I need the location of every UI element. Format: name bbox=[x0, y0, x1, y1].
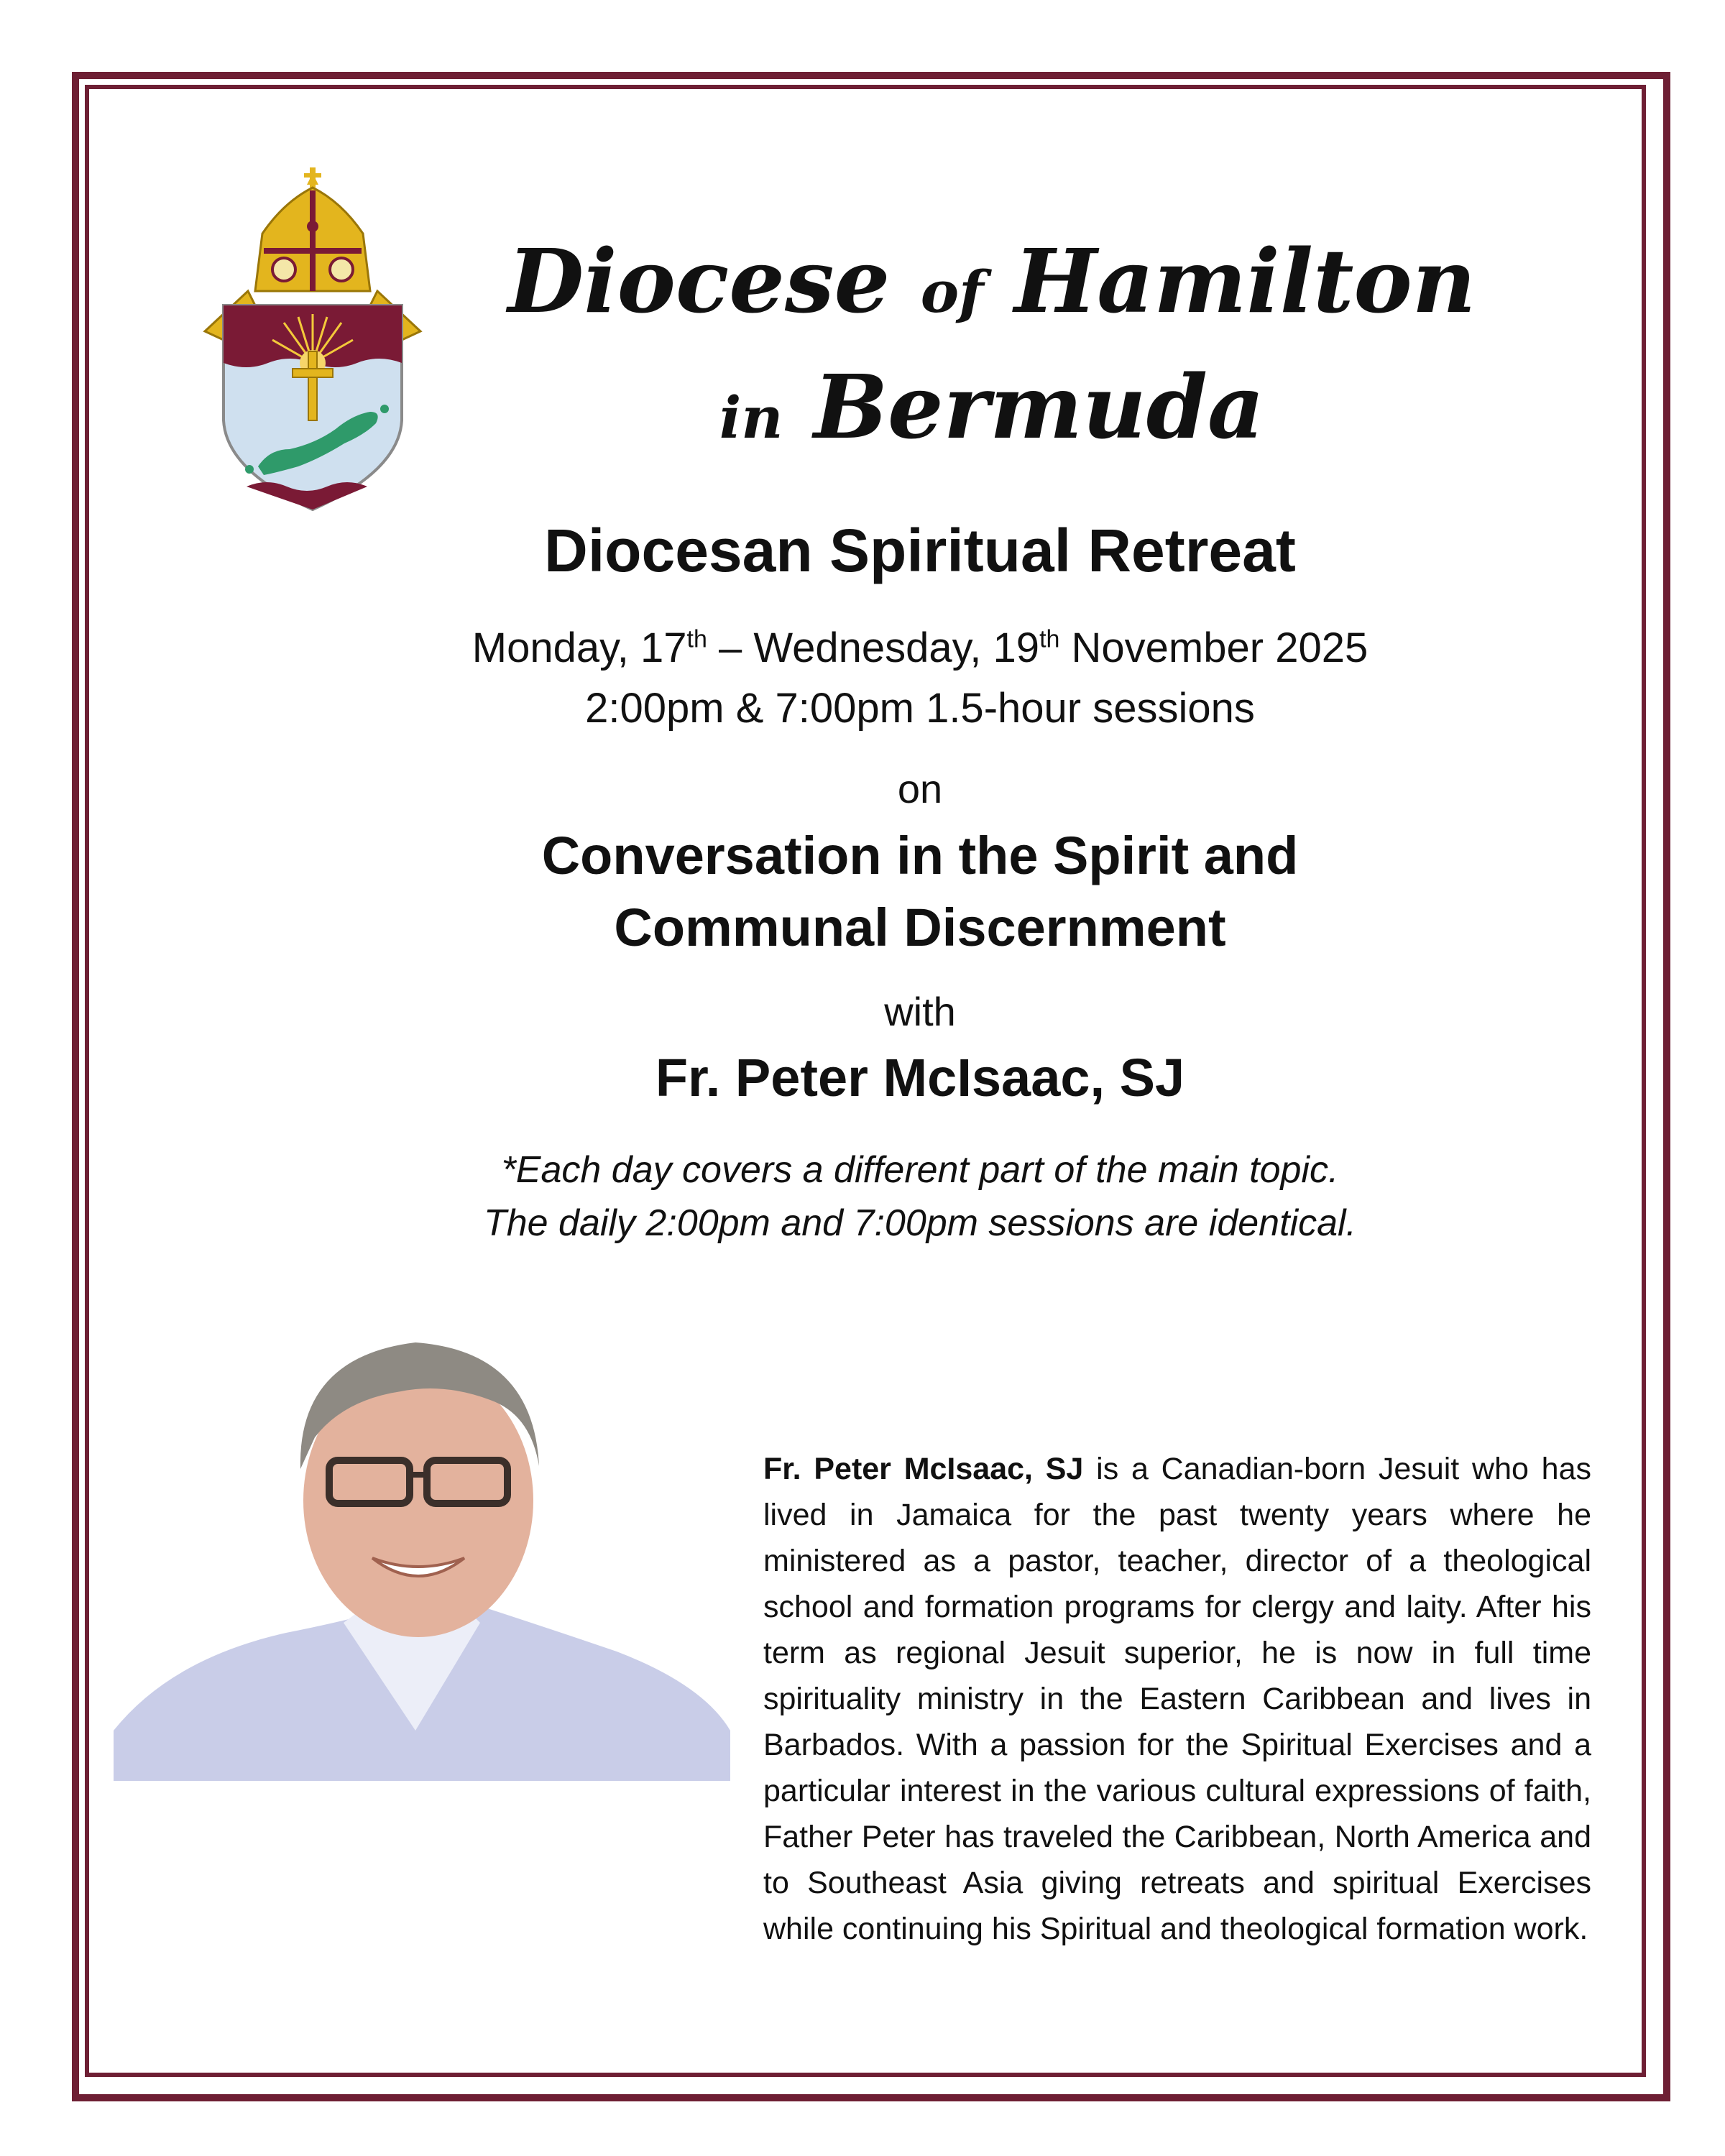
date-start: Monday, 17 bbox=[472, 625, 687, 671]
date-start-suffix: th bbox=[686, 625, 707, 653]
bio-speaker-name: Fr. Peter McIsaac, SJ bbox=[763, 1452, 1084, 1486]
retreat-title: Diocesan Spiritual Retreat bbox=[544, 517, 1296, 584]
note-line-2: The daily 2:00pm and 7:00pm sessions are identical. bbox=[483, 1202, 1357, 1244]
date-end-suffix: th bbox=[1039, 625, 1060, 653]
speaker-bio bbox=[763, 1446, 1591, 1952]
title-word-hamilton: Hamilton bbox=[1013, 229, 1476, 333]
bio-text: is a Canadian-born Jesuit who has lived in Jamaica for the past twenty years where he ministered as a pastor, teacher, director of a theological school and formation programs for clergy and laity. After his term as regional Jesuit superior, he is now in full time spirituality ministry in the Eastern Caribbean and lives in Barbados. With a passion for the Spiritual Exercises and a particular interest in the various cultural expressions of faith, Father Peter has traveled the Caribbean, North America and to Southeast Asia giving retreats and spiritual Exercises while continuing his Spiritual and theological formation work. bbox=[763, 1452, 1592, 1946]
diocese-subtitle bbox=[503, 355, 1481, 459]
title-connector-of: of bbox=[920, 258, 984, 326]
event-dates bbox=[216, 624, 1624, 672]
connector-on: on bbox=[897, 766, 943, 811]
topic-line-2: Communal Discernment bbox=[614, 898, 1226, 957]
diocese-title bbox=[503, 229, 1481, 333]
subtitle-connector-in: in bbox=[719, 384, 783, 451]
connector-with: with bbox=[884, 989, 956, 1034]
speaker-name: Fr. Peter McIsaac, SJ bbox=[655, 1048, 1185, 1107]
note-line-1: *Each day covers a different part of the main topic. bbox=[501, 1149, 1339, 1191]
session-times: 2:00pm & 7:00pm 1.5-hour sessions bbox=[585, 685, 1255, 732]
diocese-crest-icon bbox=[183, 162, 442, 521]
title-word-diocese: Diocese bbox=[507, 229, 891, 333]
speaker-portrait bbox=[114, 1299, 730, 1781]
date-tail: November 2025 bbox=[1059, 625, 1368, 671]
topic-line-1: Conversation in the Spirit and bbox=[541, 826, 1299, 885]
subtitle-word-bermuda: Bermuda bbox=[813, 355, 1265, 459]
date-middle: – Wednesday, 19 bbox=[707, 625, 1040, 671]
